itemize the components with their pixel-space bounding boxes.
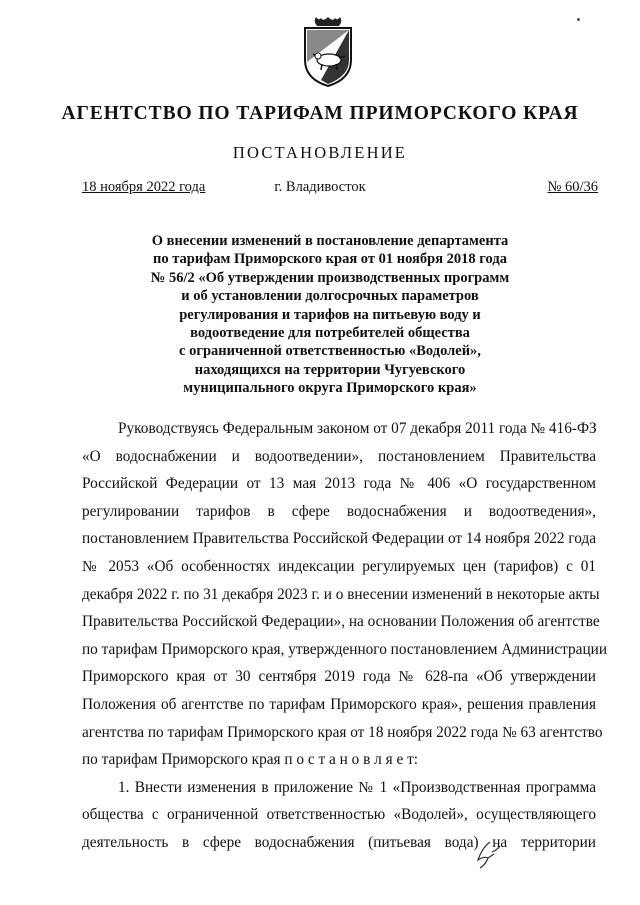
title-line: находящихся на территории Чугуевского [194,361,466,378]
body-line: регулировании тарифов в сфере водоснабжения и водоотведения», [82,502,596,520]
document-body [82,415,608,857]
title-line: муниципального округа Приморского края» [183,380,477,397]
body-line: постановлением Правительства Российской Федерации от 14 ноября 2022 года [82,530,597,548]
body-line: «О водоснабжении и водоотведении», постановлением Правительства [82,447,596,465]
scan-speck [577,18,580,21]
title-line: О внесении изменений в постановление департамента [151,233,509,249]
body-line: Российской Федерации от 13 мая 2013 года № 406 «О государственном [82,475,596,493]
body-line: Правительства Российской Федерации», на основании Положения об агентстве [82,613,600,631]
body-line: по тарифам Приморского края, утвержденного постановлением Администрации [82,640,608,658]
title-line: № 56/2 «Об утверждении производственных программ [150,269,510,286]
document-number: № 60/36 [547,179,598,195]
body-line: по тарифам Приморского края п о с т а н о в л я е т: [82,751,419,769]
document-type: ПОСТАНОВЛЕНИЕ [232,143,408,162]
body-line: Положения об агентстве по тарифам Приморского края», решения правления [82,695,596,713]
document-city: г. Владивосток [274,179,366,195]
document-date: 18 ноября 2022 года [82,179,206,195]
title-line: с ограниченной ответственностью «Водолей», [179,343,481,360]
body-line: Приморского края от 30 сентября 2019 года № 628-па «Об утверждении [82,668,596,686]
title-line: водоотведение для потребителей общества [190,325,470,342]
body-line: 1. Внести изменения в приложение № 1 «Производственная программа [118,778,596,796]
agency-name: АГЕНТСТВО ПО ТАРИФАМ ПРИМОРСКОГО КРАЯ [61,103,579,124]
body-line: агентства по тарифам Приморского края от 18 ноября 2022 года № 63 агентство [82,723,603,741]
body-line: общества с ограниченной ответственностью «Водолей», осуществляющего [82,806,596,824]
document-title [110,232,550,398]
body-line: № 2053 «Об особенностях индексации регулируемых цен (тарифов) с 01 [82,557,596,575]
body-line: деятельность в сфере водоснабжения (питьевая вода) на территории [82,833,596,851]
handwritten-initial-mark [470,838,506,872]
body-line: Руководствуясь Федеральным законом от 07 декабря 2011 года № 416-ФЗ [118,420,597,437]
title-line: по тарифам Приморского края от 01 ноября 2018 года [153,251,507,268]
title-line: и об установлении долгосрочных параметров [181,288,479,305]
title-line: регулирования и тарифов на питьевую воду и [179,306,481,323]
coat-of-arms-emblem [299,16,357,88]
body-line: декабря 2022 г. по 31 декабря 2023 г. и о внесении изменений в некоторые акты [82,585,600,603]
